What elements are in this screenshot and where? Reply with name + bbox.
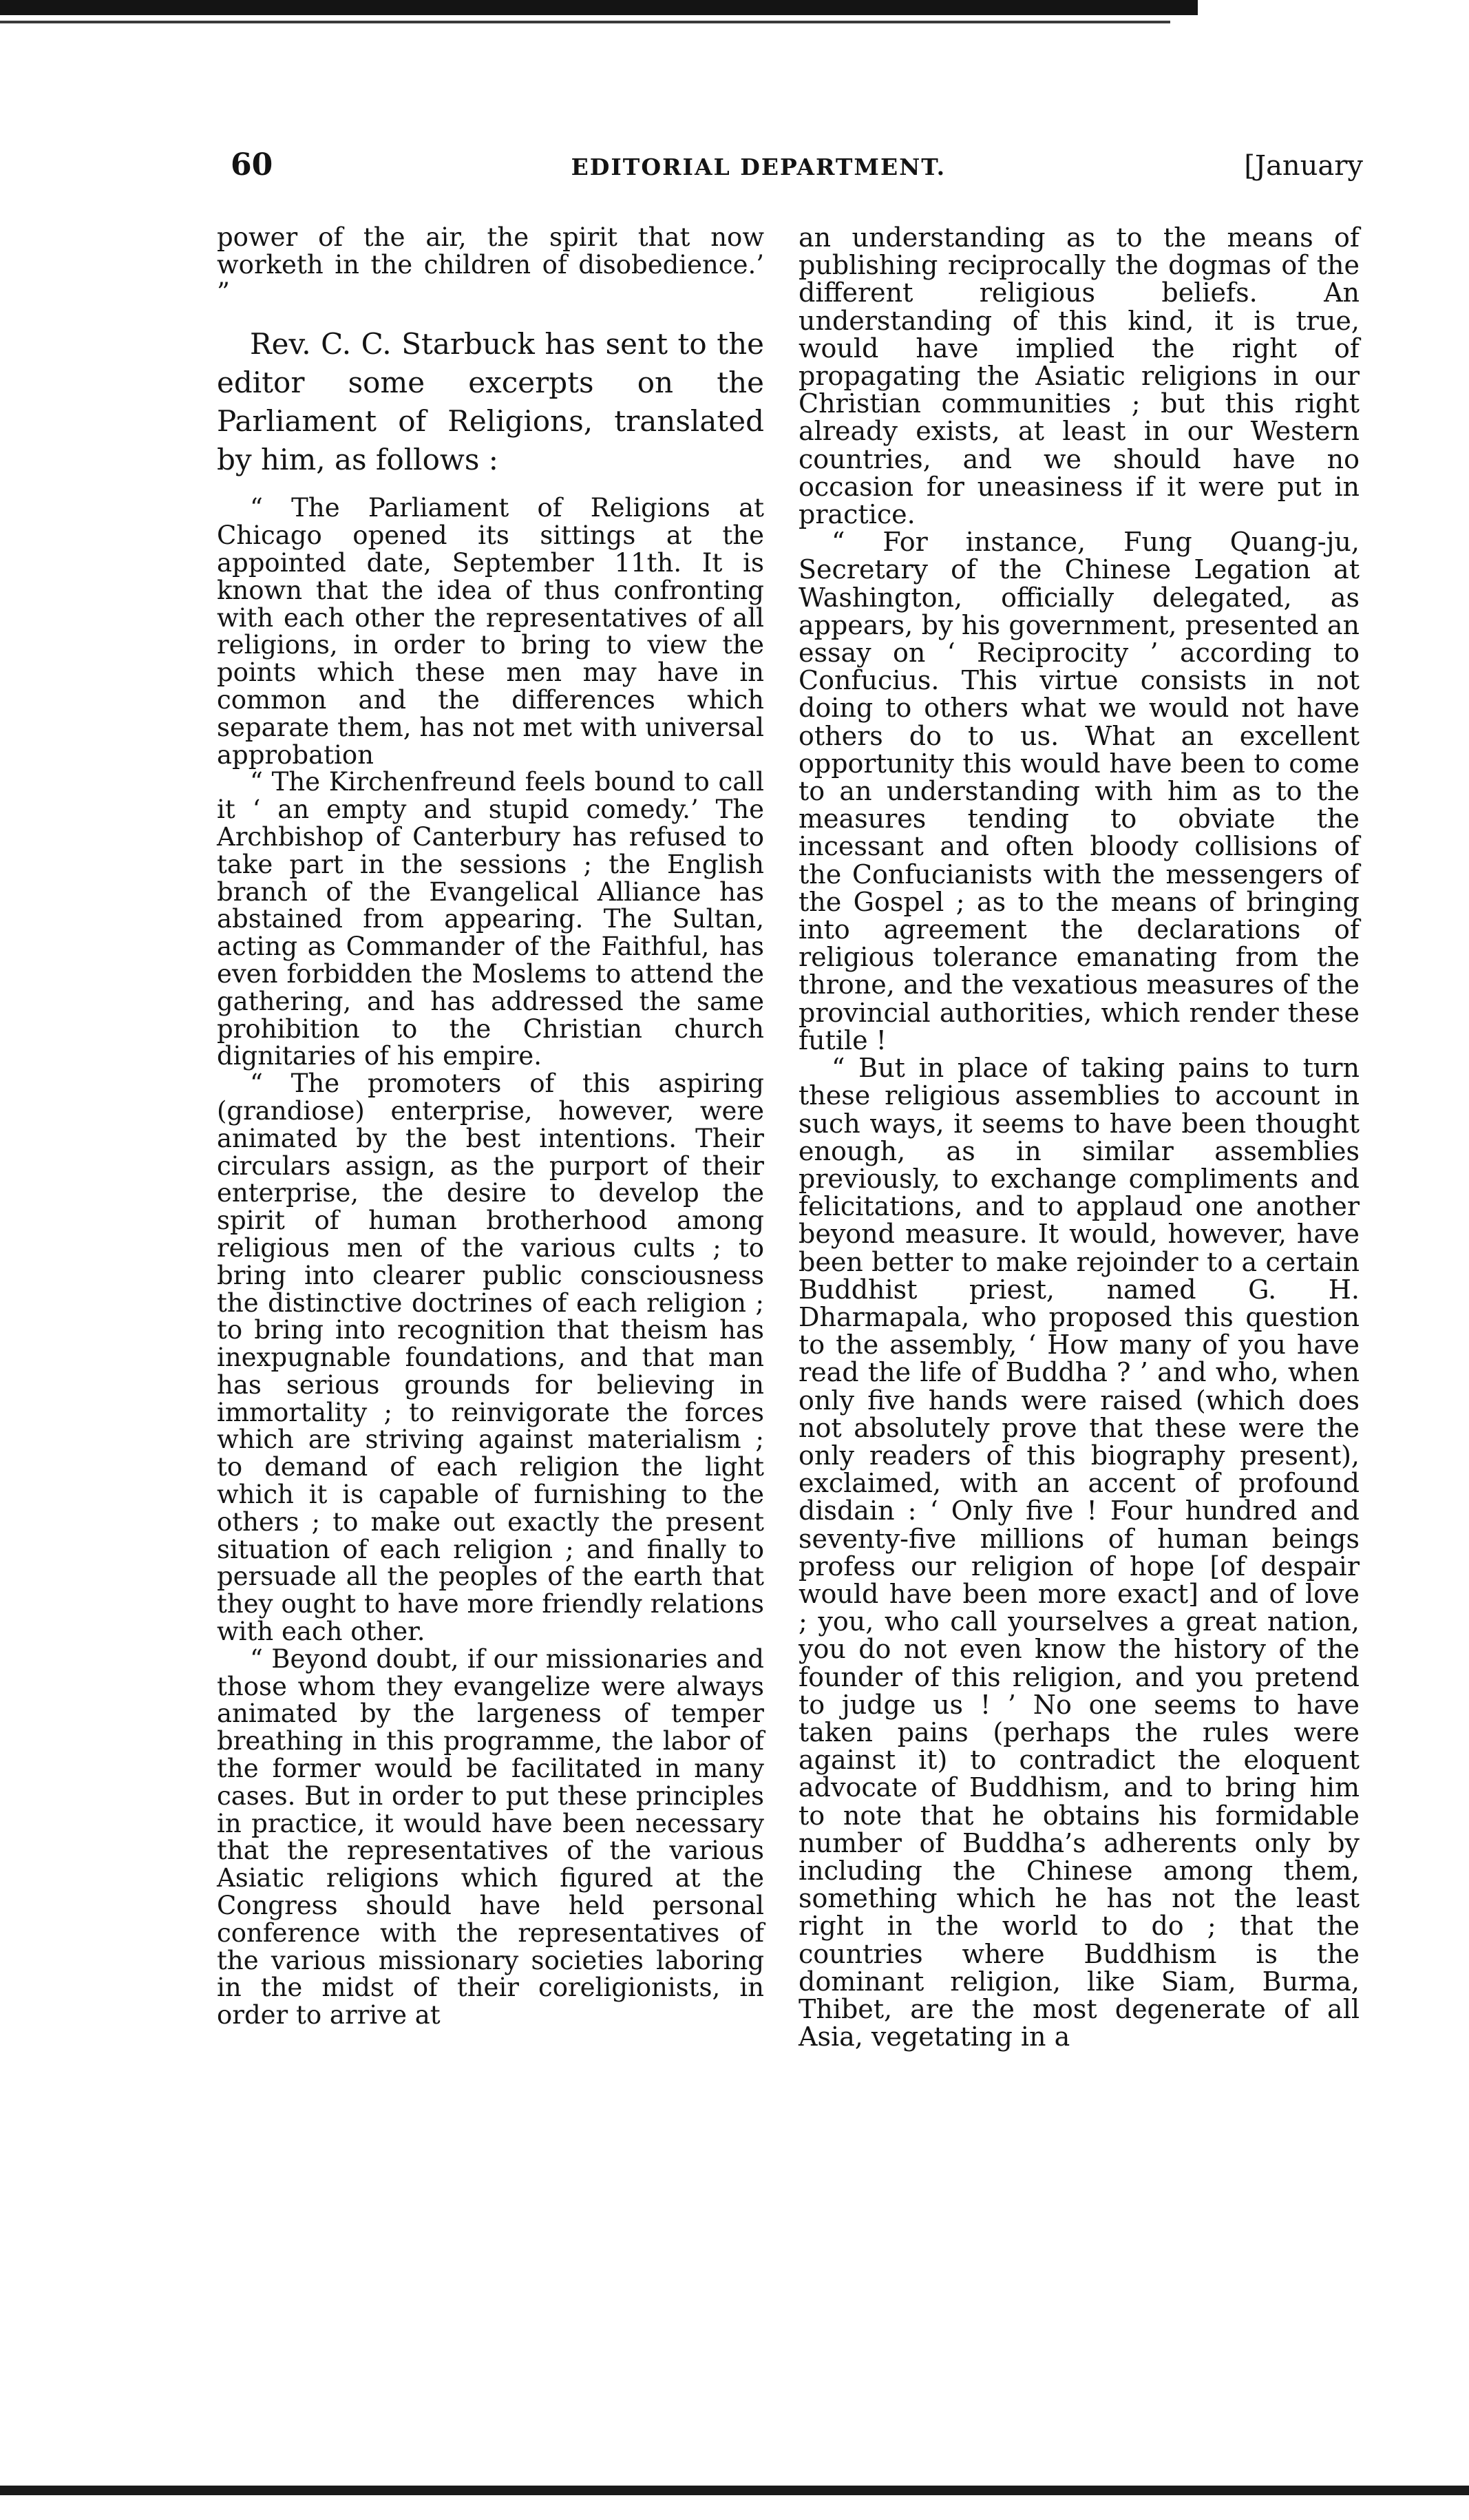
right-paragraph-1: an understanding as to the means of publishing reciprocally the dogmas of the different religious beliefs. An understanding of this kind, it is true, would have implied the right of propagating the Asiatic religions in our Christian communities ; but this right already exists, at least in our Western countries, and we should have no occasion for uneasiness if it were put in practice. [799,222,1360,530]
page-number: 60 [231,147,273,182]
left-paragraph-2: Rev. C. C. Starbuck has sent to the editor some excerpts on the Parliament of Religions, translated by him, as follows : [217,327,764,477]
left-paragraph-3: “ The Parliament of Religions at Chicago opened its sittings at the appointed date, September 11th. It is known that the idea of thus confronting with each other the representatives of all religions, in order to bring to view the points which these men may have in common and the differences which separate them, has not met with universal approbation [217,493,764,770]
right-paragraph-2: “ For instance, Fung Quang-ju, Secretary of the Chinese Legation at Washington, officially delegated, as appears, by his government, presented an essay on ‘ Reciprocity ’ according to Confucius. This virtue consists in not doing to others what we would not have others do to us. What an excellent opportunity this would have been to come to an understanding with him as to the measures tending to obviate the incessant and often bloody collisions of the Confucianists with the messengers of the Gospel ; as to the means of bringing into agreement the declarations of religious tolerance emanating from the throne, and the vexatious measures of the provincial authorities, which render these futile ! [799,527,1360,1056]
bottom-rule [0,2486,1469,2495]
running-date: [January [1244,150,1363,182]
left-column [217,224,764,2029]
running-title: EDITORIAL DEPARTMENT. [571,154,947,180]
page-header [231,147,1363,196]
left-paragraph-5: “ The promoters of this aspiring (grandiose) enterprise, however, were animated by the best intentions. Their circulars assign, as the purport of their enterprise, the desire to develop the spirit of human brotherhood among religious men of the various cults ; to bring into clearer public consciousness the distinctive doctrines of each religion ; to bring into recognition that theism has inexpugnable foundations, and that man has serious grounds for believing in immortality ; to reinvigorate the forces which are striving against materialism ; to demand of each religion the light which it is capable of furnishing to the others ; to make out exactly the present situation of each religion ; and finally to persuade all the peoples of the earth that they ought to have more friendly relations with each other. [217,1069,764,1647]
left-paragraph-1: power of the air, the spirit that now worketh in the children of disobedience.’ ” [217,222,764,307]
left-paragraph-4: “ The Kirchenfreund feels bound to call it ‘ an empty and stupid comedy.’ The Archbishop of Canterbury has refused to take part in the sessions ; the English branch of the Evangelical Alliance has abstained from appearing. The Sultan, acting as Commander of the Faithful, has even forbidden the Moslems to attend the gathering, and has addressed the same prohibition to the Christian church dignitaries of his empire. [217,767,764,1071]
left-paragraph-6: “ Beyond doubt, if our missionaries and those whom they evangelize were always animated by the largeness of temper breathing in this programme, the labor of the former would be facilitated in many cases. But in order to put these principles in practice, it would have been necessary that the representatives of the various Asiatic religions which figured at the Congress should have held personal conference with the representatives of the various missionary societies laboring in the midst of their coreligionists, in order to arrive at [217,1644,764,2030]
right-column [799,224,1360,2050]
right-paragraph-3: “ But in place of taking pains to turn these religious assemblies to account in such ways, it seems to have been thought enough, as in similar assemblies previously, to exchange compliments and felicitations, and to applaud one another beyond measure. It would, however, have been better to make rejoinder to a certain Buddhist priest, named G. H. Dharmapala, who proposed this question to the assembly, ‘ How many of you have read the life of Buddha ? ’ and who, when only five hands were raised (which does not absolutely prove that these were the only readers of this biography present), exclaimed, with an accent of profound disdain : ‘ Only five ! Four hundred and seventy-five millions of human beings profess our religion of hope [of despair would have been more exact] and of love ; you, who call yourselves a great nation, you do not even know the history of the founder of this religion, and you pretend to judge us ! ’ No one seems to have taken pains (perhaps the rules were against it) to contradict the eloquent advocate of Buddhism, and to bring him to note that he obtains his formidable number of Buddha’s adherents only by including the Chinese among them, something which he has not the least right in the world to do ; that the countries where Buddhism is the dominant religion, like Siam, Burma, Thibet, are the most degenerate of all Asia, vegetating in a [799,1053,1360,2052]
